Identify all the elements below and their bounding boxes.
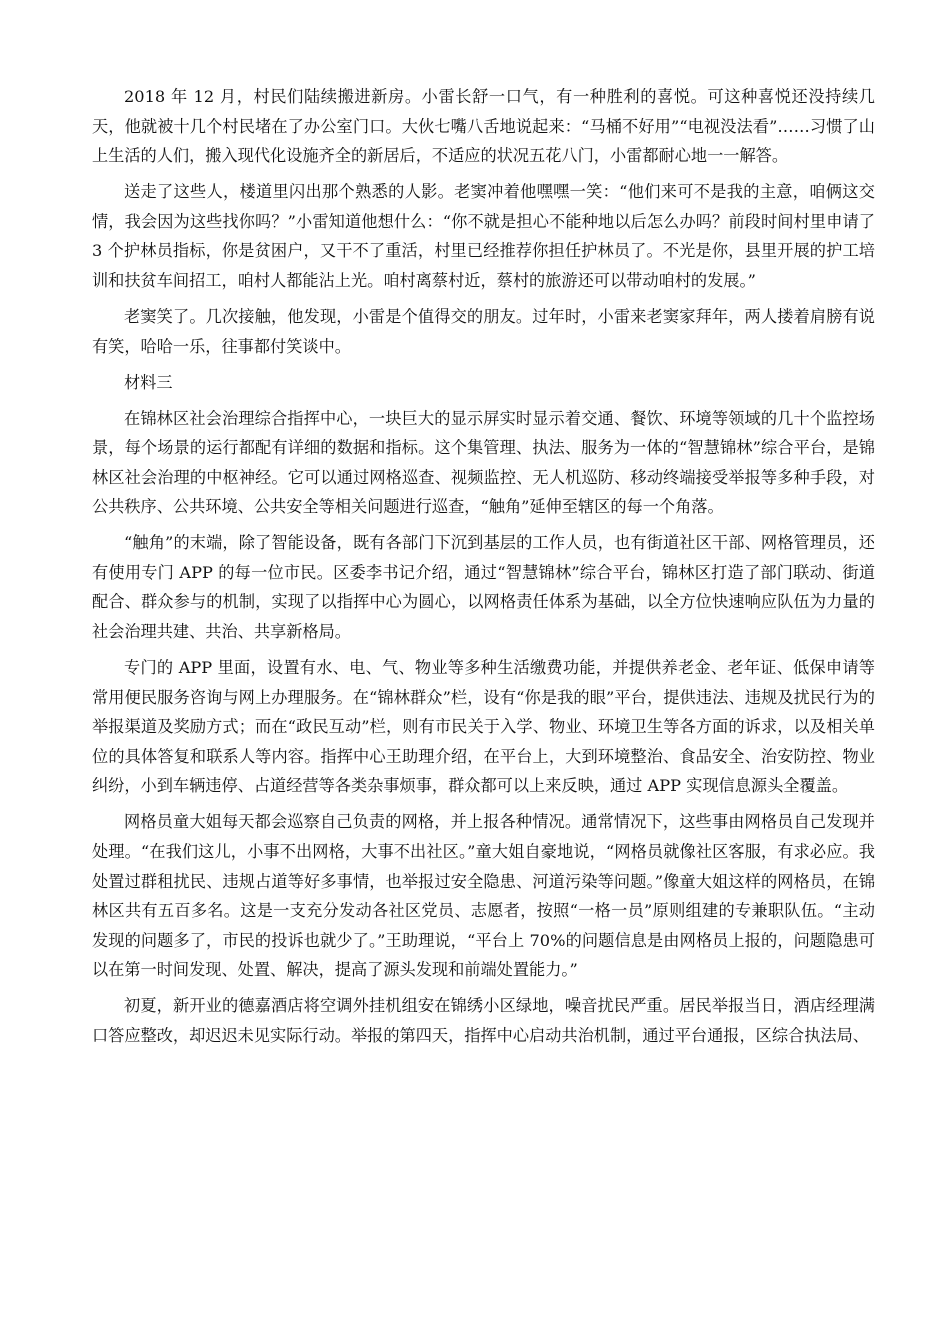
paragraph-8: 初夏，新开业的德嘉酒店将空调外挂机组安在锦绣小区绿地，噪音扰民严重。居民举报当日，酒店经理满口答应整改，却迟迟未见实际行动。举报的第四天，指挥中心启动共治机制，通过平台通报，区综合执法局、 [92, 996, 875, 1045]
paragraph-6: 专门的 APP 里面，设置有水、电、气、物业等多种生活缴费功能，并提供养老金、老年证、低保申请等常用便民服务咨询与网上办理服务。在“锦林群众”栏，设有“你是我的眼”平台，提供违法、违规及扰民行为的举报渠道及奖励方式；而在“政民互动”栏，则有市民关于入学、物业、环境卫生等各方面的诉求，以及相关单位的具体答复和联系人等内容。指挥中心王助理介绍，在平台上，大到环境整治、食品安全、治安防控、物业纠纷，小到车辆违停、占道经营等各类杂事烦事，群众都可以上来反映，通过 APP 实现信息源头全覆盖。 [92, 658, 875, 796]
section-heading: 材料三 [124, 372, 173, 392]
paragraph-3: 老窦笑了。几次接触，他发现，小雷是个值得交的朋友。过年时，小雷来老窦家拜年，两人搂着肩膀有说有笑，哈哈一乐，往事都付笑谈中。 [92, 306, 875, 356]
paragraph-4: 在锦林区社会治理综合指挥中心，一块巨大的显示屏实时显示着交通、餐饮、环境等领域的几十个监控场景，每个场景的运行都配有详细的数据和指标。这个集管理、执法、服务为一体的“智慧锦林”综合平台，是锦林区社会治理的中枢神经。它可以通过网格巡查、视频监控、无人机巡防、移动终端接受举报等多种手段，对公共秩序、公共环境、公共安全等相关问题进行巡查，“触角”延伸至辖区的每一个角落。 [92, 408, 875, 517]
paragraph-1: 2018 年 12 月，村民们陆续搬进新房。小雷长舒一口气，有一种胜利的喜悦。可这种喜悦还没持续几天，他就被十几个村民堵在了办公室门口。大伙七嘴八舌地说起来：“马桶不好用”“电视没法看”……习惯了山上生活的人们，搬入现代化设施齐全的新居后，不适应的状况五花八门，小雷都耐心地一一解答。 [92, 87, 875, 166]
document-body [92, 82, 875, 1057]
paragraph-7: 网格员童大姐每天都会巡察自己负责的网格，并上报各种情况。通常情况下，这些事由网格员自己发现并处理。“在我们这儿，小事不出网格，大事不出社区。”童大姐自豪地说，“网格员就像社区客服，有求必应。我处置过群租扰民、违规占道等好多事情，也举报过安全隐患、河道污染等问题。”像童大姐这样的网格员，在锦林区共有五百多名。这是一支充分发动各社区党员、志愿者，按照“一格一员”原则组建的专兼职队伍。“主动发现的问题多了，市民的投诉也就少了。”王助理说，“平台上 70%的问题信息是由网格员上报的，问题隐患可以在第一时间发现、处置、解决，提高了源头发现和前端处置能力。” [92, 812, 875, 980]
paragraph-2: 送走了这些人，楼道里闪出那个熟悉的人影。老窦冲着他嘿嘿一笑：“他们来可不是我的主意，咱俩这交情，我会因为这些找你吗？”小雷知道他想什么：“你不就是担心不能种地以后怎么办吗？前段时间村里申请了 3 个护林员指标，你是贫困户，又干不了重活，村里已经推荐你担任护林员了。不光是你，县里开展的护工培训和扶贫车间招工，咱村人都能沾上光。咱村离蔡村近，蔡村的旅游还可以带动咱村的发展。” [92, 182, 875, 290]
paragraph-5: “触角”的末端，除了智能设备，既有各部门下沉到基层的工作人员，也有街道社区干部、网格管理员，还有使用专门 APP 的每一位市民。区委李书记介绍，通过“智慧锦林”综合平台，锦林区打造了部门联动、街道配合、群众参与的机制，实现了以指挥中心为圆心，以网格责任体系为基础，以全方位快速响应队伍为力量的社会治理共建、共治、共享新格局。 [92, 533, 875, 642]
